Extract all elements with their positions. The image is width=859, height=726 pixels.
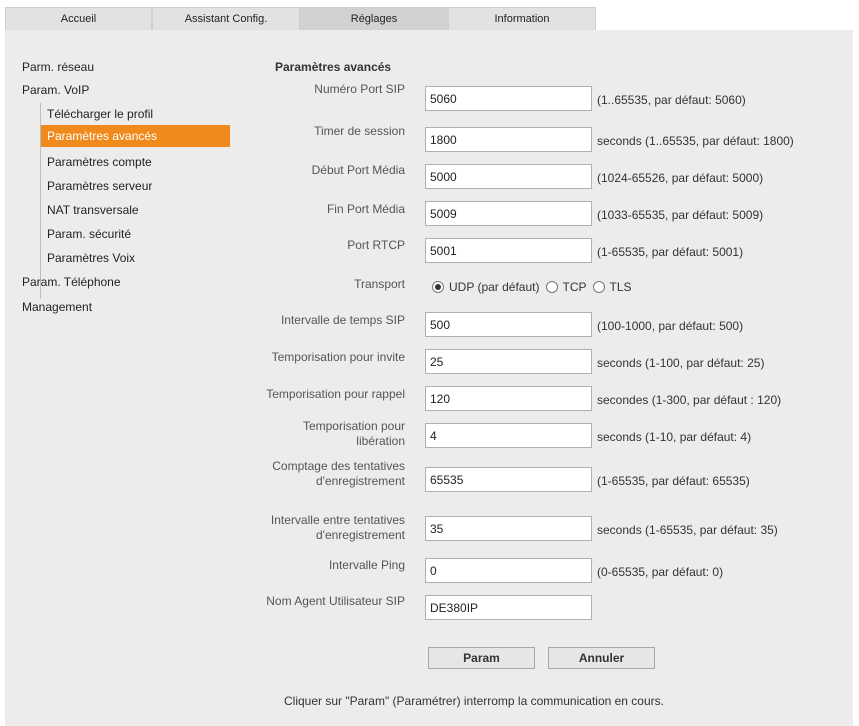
ping-interval-label: Intervalle Ping [328,558,405,572]
release-timeout-label-line2: libération [356,434,405,448]
transport-udp-label: UDP (par défaut) [449,280,540,294]
callback-timeout-hint: secondes (1-300, par défaut : 120) [597,393,782,407]
registration-retry-interval-hint: seconds (1-65535, par défaut: 35) [597,523,778,537]
transport-tcp-label: TCP [562,280,587,294]
registration-retry-interval-label-line1: Intervalle entre tentatives [270,513,405,527]
media-port-end-input[interactable] [425,201,592,226]
release-timeout-label-line1: Temporisation pour [302,419,405,433]
sidebar-item-parametres-voix[interactable]: Paramètres Voix [47,251,136,265]
session-timer-input[interactable] [425,127,592,152]
invite-timeout-hint: seconds (1-100, par défaut: 25) [597,356,765,370]
registration-retry-count-hint: (1-65535, par défaut: 65535) [597,474,750,488]
registration-retry-count-input[interactable] [425,467,592,492]
registration-retry-interval-input[interactable] [425,516,592,541]
sidebar-item-param-voip[interactable]: Param. VoIP [22,83,90,97]
radio-checked-icon [432,281,444,293]
release-timeout-label [227,419,405,449]
ping-interval-hint: (0-65535, par défaut: 0) [597,565,724,579]
cancel-button[interactable]: Annuler [548,647,655,669]
tab-assistant-config[interactable]: Assistant Config. [152,7,300,30]
registration-retry-interval-label [227,513,405,543]
sidebar-item-param-securite[interactable]: Param. sécurité [47,227,132,241]
sidebar-item-param-telephone[interactable]: Param. Téléphone [22,275,121,289]
callback-timeout-input[interactable] [425,386,592,411]
transport-label: Transport [354,277,405,291]
content-panel [5,30,853,726]
rtcp-port-label: Port RTCP [347,238,405,252]
sidebar-item-nat-transversale[interactable]: NAT transversale [47,203,139,217]
media-port-end-hint: (1033-65535, par défaut: 5009) [597,208,764,222]
registration-retry-count-label-line2: d'enregistrement [315,474,405,488]
media-port-start-input[interactable] [425,164,592,189]
transport-radio-group [432,280,638,294]
rtcp-port-input[interactable] [425,238,592,263]
advanced-settings-form [235,30,853,726]
media-port-end-label: Fin Port Média [326,202,405,216]
invite-timeout-input[interactable] [425,349,592,374]
registration-retry-count-label-line1: Comptage des tentatives [272,459,405,473]
sip-interval-label: Intervalle de temps SIP [280,313,405,327]
radio-unchecked-icon [546,281,558,293]
release-timeout-hint: seconds (1-10, par défaut: 4) [597,430,752,444]
sidebar-item-parametres-serveur[interactable]: Paramètres serveur [47,179,153,193]
sidebar-item-parametres-compte[interactable]: Paramètres compte [47,155,152,169]
sip-port-input[interactable] [425,86,592,111]
release-timeout-input[interactable] [425,423,592,448]
sip-interval-hint: (100-1000, par défaut: 500) [597,319,744,333]
session-timer-label: Timer de session [314,124,405,138]
sidebar [5,30,235,726]
page-title: Paramètres avancés [275,60,392,74]
transport-tls-radio[interactable] [593,280,632,294]
transport-tls-label: TLS [609,280,632,294]
tab-information[interactable]: Information [448,7,596,30]
sip-interval-input[interactable] [425,312,592,337]
transport-udp-radio[interactable] [432,280,540,294]
invite-timeout-label: Temporisation pour invite [271,350,405,364]
session-timer-hint: seconds (1..65535, par défaut: 1800) [597,134,794,148]
sip-port-hint: (1..65535, par défaut: 5060) [597,93,746,107]
transport-tcp-radio[interactable] [546,280,587,294]
media-port-start-hint: (1024-65526, par défaut: 5000) [597,171,764,185]
sip-port-label: Numéro Port SIP [314,82,405,96]
footer-note: Cliquer sur "Param" (Paramétrer) interromp la communication en cours. [284,694,664,708]
sidebar-item-management[interactable]: Management [22,300,93,314]
media-port-start-label: Début Port Média [311,163,405,177]
tab-reglages[interactable]: Réglages [300,7,448,30]
sip-user-agent-label: Nom Agent Utilisateur SIP [266,594,405,608]
radio-unchecked-icon [593,281,605,293]
ping-interval-input[interactable] [425,558,592,583]
callback-timeout-label: Temporisation pour rappel [266,387,405,401]
registration-retry-interval-label-line2: d'enregistrement [315,528,405,542]
save-button[interactable]: Param [428,647,535,669]
sidebar-item-telecharger-profil[interactable]: Télécharger le profil [47,107,154,121]
tab-accueil[interactable]: Accueil [5,7,152,30]
registration-retry-count-label [227,459,405,489]
rtcp-port-hint: (1-65535, par défaut: 5001) [597,245,744,259]
sip-user-agent-input[interactable] [425,595,592,620]
sidebar-item-parm-reseau[interactable]: Parm. réseau [22,60,95,74]
sidebar-item-parametres-avances[interactable]: Paramètres avancés [41,125,230,147]
